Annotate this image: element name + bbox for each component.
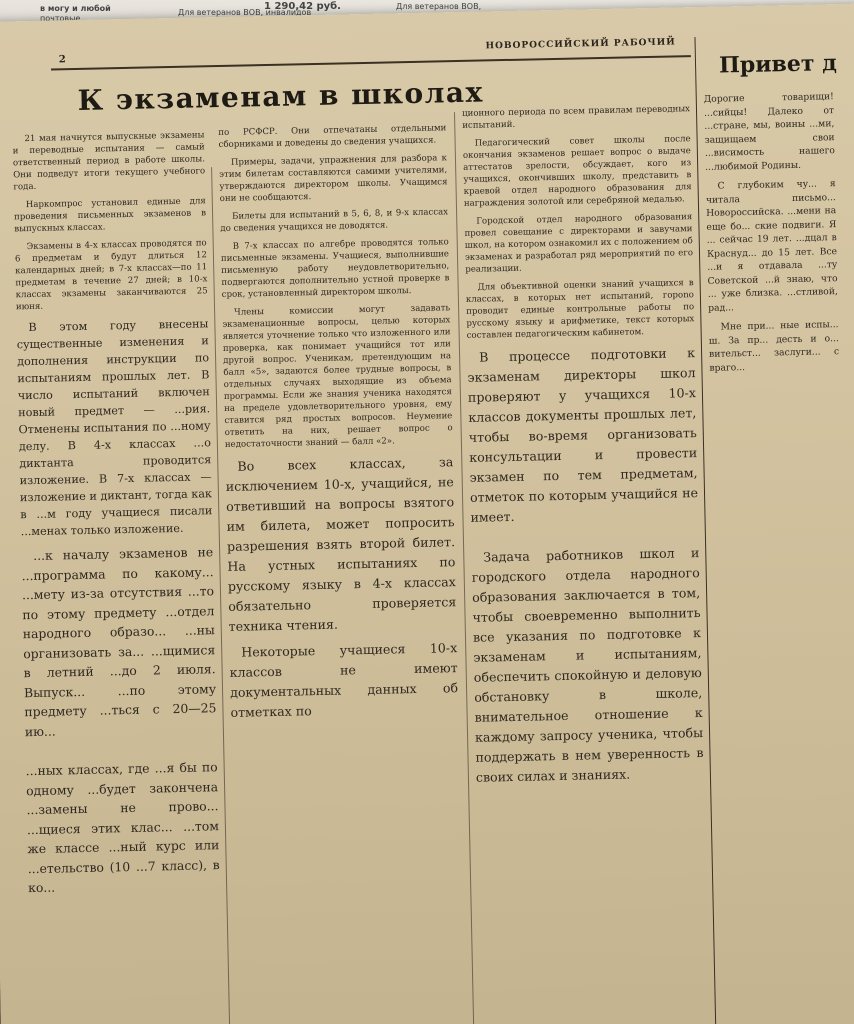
side-headline: Привет д [718, 50, 838, 79]
under-snippet: Для ветеранов ВОВ, инвалидов [178, 8, 312, 17]
header-rule [51, 55, 691, 70]
page-number: 2 [58, 54, 66, 66]
paragraph: Мне при... ные испы... ш. За пр... десть и о... вительст... заслуги... с враго... [708, 319, 840, 374]
paragraph: В этом году внесены существенные изменения и дополнения инструкции по испытаниям прошлых лет. В число испытаний включен новый предмет — ...рия. Отменены испытания по ...ному делу. В 4-х классах ...о диктанта проводится изложение. В 7-х классах — изложение и диктант, тогда как в ...м году учащиеся писали ...менах только изложение. [16, 317, 213, 539]
paragraph: Экзамены в 4-х классах проводятся по 6 предметам и будут длиться 12 календарных дней; в 7-х классах—по 11 предметам в течение 27 дней; в 10-х классах экзамены заканчиваются 25 июня. [14, 238, 208, 313]
newspaper-page [0, 3, 854, 1024]
paragraph: Некоторые учащиеся 10-х классов не имеют документальных данных об отметках по [229, 640, 459, 720]
paragraph: ...ных классах, где ...я бы по одному ...будет закончена ...замены не прово... ...щиеся этих клас... ...том же классе ...ный курс или ...етельство (10 ...7 класс), в ко... [25, 759, 220, 896]
newspaper-name: НОВОРОССИЙСКИЙ РАБОЧИЙ [485, 37, 676, 52]
paragraph: В 7-х классах по алгебре проводятся только письменные экзамены. Учащиеся, выполнившие письменную работу неудовлетворительно, подвергаются дополнительно устной проверке в срок, установленный директором школы. [220, 237, 450, 300]
article-column-4 [704, 90, 840, 381]
paragraph: Задача работников школ и городского отдела народного образования заключается в том, чтобы своевременно выполнить все указания по подготовке к экзаменам и испытаниям, обеспечить спокойную и деловую обстановку в школе, внимательное отношение к каждому запросу ученика, чтобы поддержать в нем уверенность в своих силах и знаниях. [471, 545, 704, 785]
paragraph: Во всех классах, за исключением 10-х, учащийся, не ответивший на вопросы взятого им билета, может попросить разрешения взять второй билет. На устных испытаниях по русскому языку в 4-х классах обязательно проверяется техника чтения. [225, 454, 457, 634]
article-column-1 [12, 129, 220, 903]
paragraph: по РСФСР. Они отпечатаны отдельными сборниками и доведены до сведения учащихся. [218, 123, 447, 151]
paragraph: Билеты для испытаний в 5, 6, 8, и 9-х классах до сведения учащихся не доводятся. [220, 207, 449, 235]
paragraph: Дорогие товарищи! ...сийцы! Далеко от ...стране, мы, воины ...ми, защищаем свои ...висимость нашего ...любимой Родины. [703, 91, 835, 173]
paragraph: ...к началу экзаменов не ...программа по какому... ...мету из-за отсутствия ...то по этому предмету ...отдел народного образо... ...ны организовать за... ...щимися в летний ...до 2 июля. Выпуск... ...по этому предмету ...ться с 20—25 ию... [21, 544, 217, 739]
paragraph: В процессе подготовки к экзаменам директоры школ проверяют у учащихся 10-х классов документы прошлых лет, чтобы во-время организовать консультации и провести экзамен по тем предметам, отметок по которым учащийся не имеет. [467, 345, 699, 525]
under-snippet: почтовые [40, 14, 81, 23]
paragraph: Примеры, задачи, упражнения для разбора к этим билетам составляются самими учителями, утверждаются директором школы. Учащимся они не сообщаются. [219, 153, 448, 205]
paragraph: Члены комиссии могут задавать экзаменационные вопросы, целью которых является уточнение только что изложенного или проверка, как понимает учащийся тот или другой вопрос. Ученикам, претендующим на балл «5», задаются более трудные вопросы, в отдельных случаях выходящие из объема программы. Если же знания ученика находятся на пределе удовлетворительного уровня, ему ставится ряд простых вопросов. Неумение ответить на них, решает вопрос о недостаточности знаний — балл «2». [222, 303, 453, 450]
paragraph: Педагогический совет школы после окончания экзаменов решает вопрос о выдаче аттестатов зрелости, обсуждает, кого из учащихся, окончивших школу, представить в краевой отдел народного образования для награждения золотой или серебряной медалью. [462, 134, 692, 209]
paragraph: Для объективной оценки знаний учащихся в классах, в которых нет испытаний, горono проводит единые контрольные работы по русскому языку и арифметике, текст которых составлен педагогическим кабинетом. [465, 278, 695, 341]
paragraph: С глубоким чу... я читала письмо... Новороссийска. ...мени на еще бо... ские подвиги. Я ... сейчас 19 лет. ...дцал в Краснуд... до 15 лет. Все ...и я отдавала ...ту Советской ...й знаю, что ... уже близка. ...стливой, рад... [705, 178, 838, 314]
article-column-3 [462, 103, 704, 794]
article-column-2 [218, 122, 459, 729]
under-figure: 1 290,42 руб. [264, 1, 341, 12]
headline: К экзаменам в школах [77, 75, 485, 117]
under-snippet: в могу и любой [40, 4, 111, 13]
paragraph: Наркомпрос установил единые для проведения письменных экзаменов в выпускных классах. [13, 196, 207, 235]
paragraph: Городской отдел народного образования провел совещание с директорами и завучами школ, на котором ознакомил их с положением об экзаменах и разработал ряд мероприятий по его реализации. [464, 212, 694, 275]
under-snippet: Для ветеранов ВОВ, [396, 2, 482, 11]
paragraph: ционного периода по всем правилам переводных испытаний. [461, 104, 691, 131]
paragraph: 21 мая начнутся выпускные экзамены и переводные испытания — самый ответственный период в работе школы. Они подведут итоги текущего учебного года. [12, 130, 206, 193]
